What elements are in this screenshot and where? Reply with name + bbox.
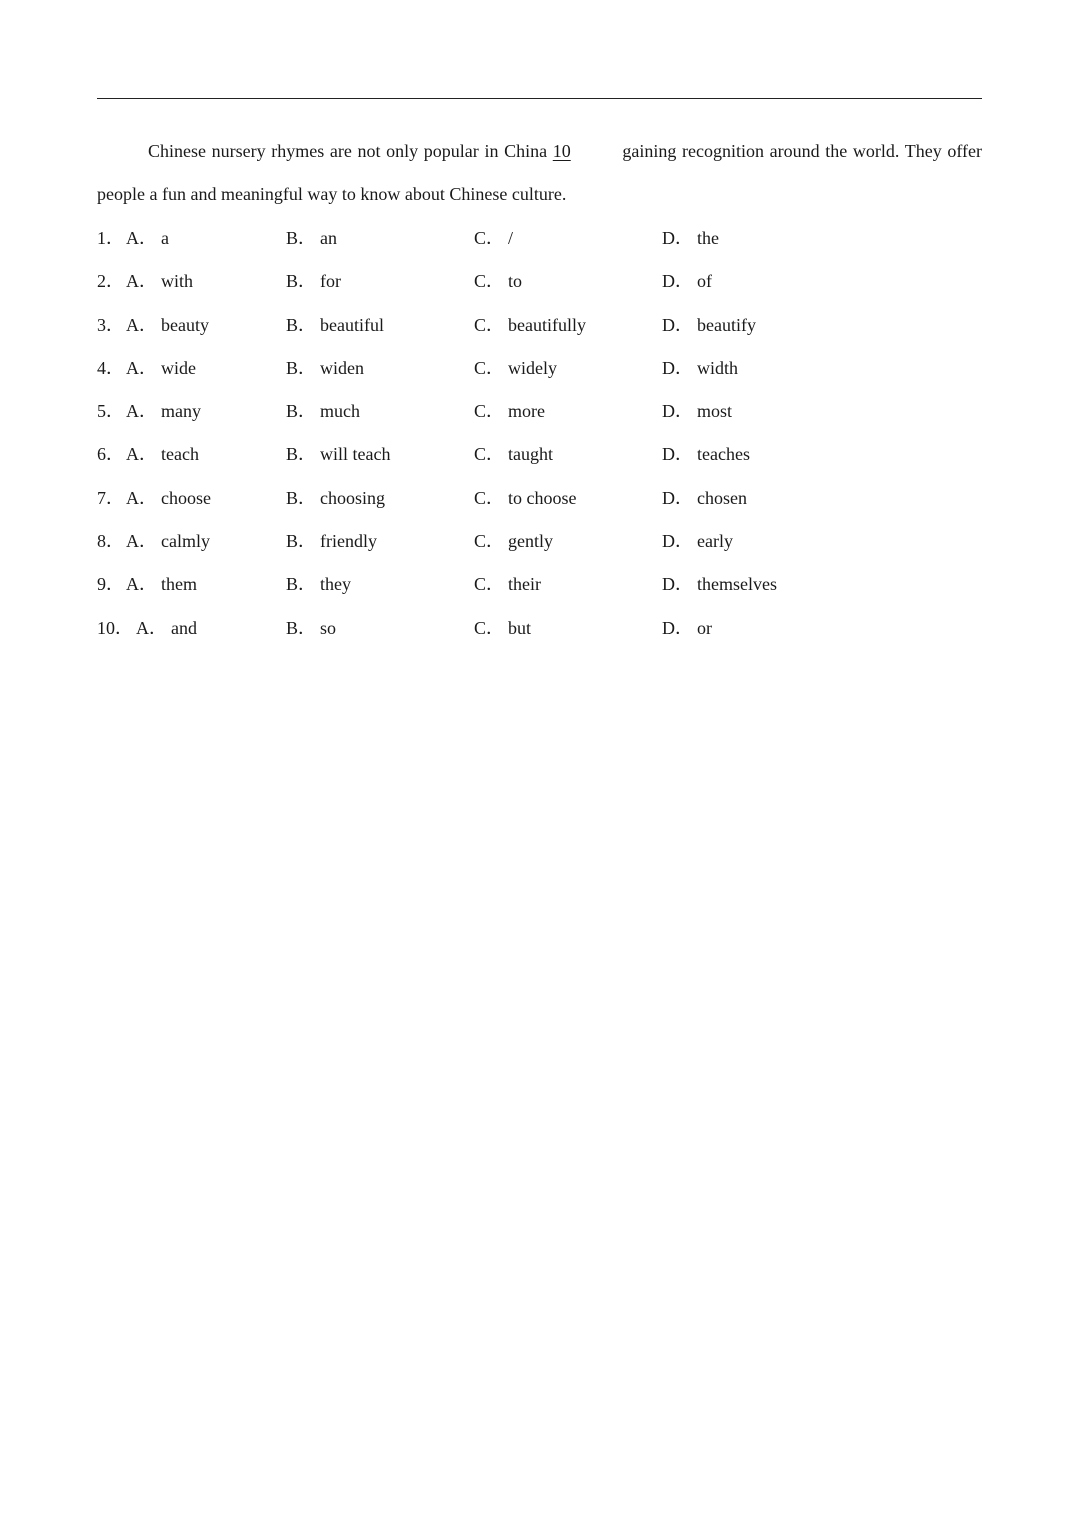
option-letter: B．: [286, 401, 317, 422]
option-letter: C．: [474, 228, 505, 248]
question-number: 6．: [97, 444, 124, 465]
option-letter: B．: [286, 531, 317, 552]
option-text: they: [320, 574, 352, 595]
option-text: /: [508, 228, 514, 248]
question-row: [97, 347, 982, 390]
option-d[interactable]: [662, 347, 738, 390]
option-text: widen: [320, 357, 365, 378]
option-b[interactable]: [286, 433, 391, 476]
question-number: 5．: [97, 401, 124, 422]
option-letter: B．: [286, 617, 317, 638]
option-letter: A．: [126, 487, 157, 508]
option-text: more: [508, 401, 545, 422]
option-letter: A．: [126, 314, 157, 335]
option-text: to choose: [508, 487, 577, 508]
option-text: width: [697, 357, 739, 378]
option-b[interactable]: [286, 477, 385, 520]
option-b[interactable]: [286, 347, 364, 390]
option-letter: A．: [136, 617, 167, 638]
option-letter: C．: [474, 574, 505, 595]
option-text: an: [320, 228, 338, 248]
option-letter: B．: [286, 228, 317, 248]
option-d[interactable]: [662, 217, 719, 260]
option-text: their: [508, 574, 542, 595]
option-letter: C．: [474, 271, 505, 292]
option-text: them: [161, 574, 197, 595]
question-number: 1．: [97, 228, 124, 248]
option-text: most: [697, 401, 733, 422]
option-letter: A．: [126, 271, 157, 292]
question-row: [97, 520, 982, 563]
option-letter: A．: [126, 531, 157, 552]
option-d[interactable]: [662, 304, 756, 347]
option-text: teach: [161, 444, 199, 465]
option-d[interactable]: [662, 477, 747, 520]
option-letter: D．: [662, 228, 693, 248]
question-row: [97, 260, 982, 303]
option-letter: C．: [474, 401, 505, 422]
option-a[interactable]: [126, 520, 210, 563]
option-letter: A．: [126, 574, 157, 595]
option-text: so: [320, 617, 337, 638]
option-letter: C．: [474, 487, 505, 508]
option-text: gently: [508, 531, 554, 552]
option-letter: B．: [286, 487, 317, 508]
option-letter: D．: [662, 271, 693, 292]
option-text: choose: [161, 487, 211, 508]
option-c[interactable]: [474, 347, 557, 390]
option-c[interactable]: [474, 390, 545, 433]
option-a[interactable]: [126, 390, 201, 433]
option-text: taught: [508, 444, 554, 465]
option-a[interactable]: [136, 607, 197, 650]
option-letter: A．: [126, 228, 157, 248]
option-c[interactable]: [474, 433, 553, 476]
question-number: 9．: [97, 574, 124, 595]
option-letter: B．: [286, 314, 317, 335]
option-d[interactable]: [662, 520, 733, 563]
option-b[interactable]: [286, 390, 360, 433]
option-text: but: [508, 617, 532, 638]
option-letter: B．: [286, 271, 317, 292]
header-rule: [97, 98, 982, 99]
question-row: [97, 390, 982, 433]
option-b[interactable]: [286, 563, 351, 606]
question-row: [97, 477, 982, 520]
option-letter: D．: [662, 314, 693, 335]
option-letter: D．: [662, 487, 693, 508]
option-d[interactable]: [662, 607, 712, 650]
question-row: [97, 304, 982, 347]
option-c[interactable]: [474, 477, 577, 520]
question-number: 4．: [97, 357, 124, 378]
option-a[interactable]: [126, 260, 193, 303]
option-d[interactable]: [662, 563, 777, 606]
option-letter: A．: [126, 357, 157, 378]
option-letter: D．: [662, 357, 693, 378]
option-text: for: [320, 271, 342, 292]
option-b[interactable]: [286, 217, 337, 260]
option-text: or: [697, 617, 712, 638]
option-letter: A．: [126, 444, 157, 465]
option-text: teaches: [697, 444, 750, 465]
option-c[interactable]: [474, 607, 531, 650]
option-d[interactable]: [662, 390, 732, 433]
option-text: to: [508, 271, 523, 292]
option-text: beautifully: [508, 314, 586, 335]
passage-paragraph: [97, 130, 982, 216]
option-a[interactable]: [126, 304, 209, 347]
option-text: the: [697, 228, 719, 248]
option-d[interactable]: [662, 260, 712, 303]
option-c[interactable]: [474, 260, 522, 303]
option-a[interactable]: [126, 477, 211, 520]
option-letter: B．: [286, 357, 317, 378]
option-letter: D．: [662, 531, 693, 552]
option-letter: B．: [286, 444, 317, 465]
option-text: will teach: [320, 444, 391, 465]
option-text: many: [161, 401, 201, 422]
option-a[interactable]: [126, 433, 199, 476]
option-letter: C．: [474, 531, 505, 552]
option-c[interactable]: [474, 563, 541, 606]
option-text: much: [320, 401, 361, 422]
option-text: beautify: [697, 314, 756, 335]
option-letter: D．: [662, 574, 693, 595]
passage-text-before-blank: Chinese nursery rhymes are not only popular in China: [148, 141, 548, 161]
option-text: and: [171, 617, 197, 638]
option-b[interactable]: [286, 520, 377, 563]
passage-text-after-blank: gaining recognition around the world. They offer people a fun and meaningful way to know about Chinese culture.: [97, 141, 983, 204]
option-c[interactable]: [474, 217, 513, 260]
option-text: friendly: [320, 531, 377, 552]
option-text: a: [161, 228, 169, 248]
question-row: [97, 217, 982, 260]
option-text: calmly: [161, 531, 210, 552]
option-b[interactable]: [286, 607, 336, 650]
question-row: [97, 563, 982, 606]
option-text: early: [697, 531, 733, 552]
option-a[interactable]: [126, 217, 169, 260]
option-b[interactable]: [286, 304, 384, 347]
option-text: chosen: [697, 487, 747, 508]
option-letter: C．: [474, 617, 505, 638]
option-text: with: [161, 271, 194, 292]
question-list: [97, 217, 982, 650]
option-c[interactable]: [474, 520, 553, 563]
option-letter: D．: [662, 444, 693, 465]
question-number: 2．: [97, 271, 124, 292]
option-text: themselves: [697, 574, 777, 595]
option-letter: C．: [474, 444, 505, 465]
option-text: beautiful: [320, 314, 384, 335]
option-letter: C．: [474, 314, 505, 335]
question-row: [97, 433, 982, 476]
option-text: of: [697, 271, 712, 292]
option-letter: A．: [126, 401, 157, 422]
option-d[interactable]: [662, 433, 750, 476]
question-number: 3．: [97, 314, 124, 335]
passage-blank-10: 10: [552, 141, 571, 161]
question-row: [97, 607, 982, 650]
option-letter: D．: [662, 617, 693, 638]
option-c[interactable]: [474, 304, 586, 347]
option-a[interactable]: [126, 347, 196, 390]
option-b[interactable]: [286, 260, 341, 303]
question-number: 10．: [97, 617, 133, 638]
option-letter: D．: [662, 401, 693, 422]
option-text: widely: [508, 357, 558, 378]
option-text: choosing: [320, 487, 386, 508]
option-letter: C．: [474, 357, 505, 378]
question-number: 7．: [97, 487, 124, 508]
option-letter: B．: [286, 574, 317, 595]
option-text: beauty: [161, 314, 209, 335]
question-number: 8．: [97, 531, 124, 552]
option-a[interactable]: [126, 563, 197, 606]
option-text: wide: [161, 357, 196, 378]
